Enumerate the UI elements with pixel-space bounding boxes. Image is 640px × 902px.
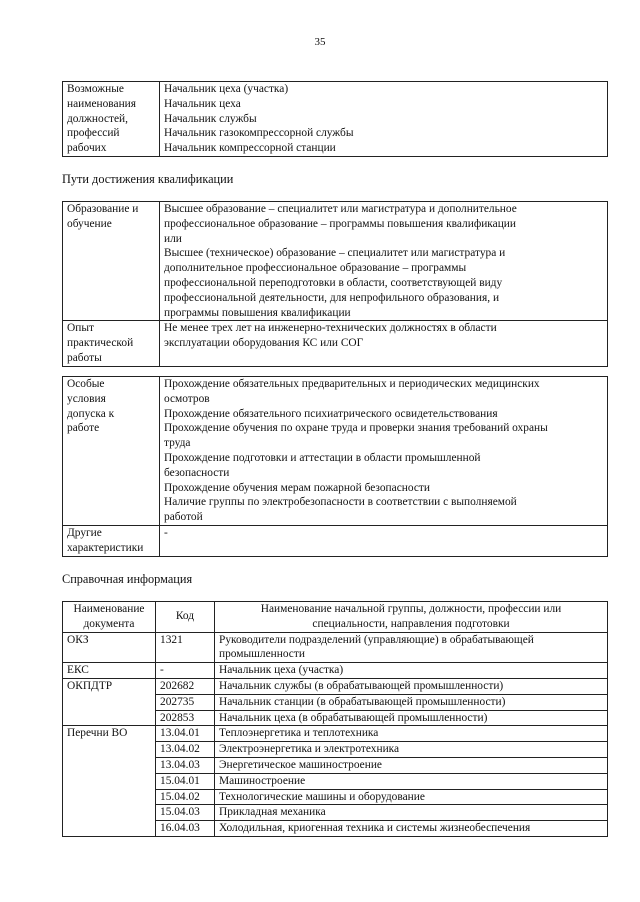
name-cell [215, 726, 608, 742]
code-cell: 202682 [156, 678, 215, 694]
positions-label [63, 82, 160, 157]
experience-label [63, 321, 160, 366]
name-cell [215, 710, 608, 726]
text-line: профессиональной переподготовки в области, соответствующей виду [164, 276, 503, 289]
text-line: Электроэнергетика и электротехника [219, 743, 400, 756]
name-cell [215, 773, 608, 789]
code-cell: - [156, 663, 215, 679]
table-row [63, 663, 608, 679]
qualification-table [62, 201, 608, 367]
text-line: Энергетическое машиностроение [219, 758, 382, 771]
table-header-row [63, 602, 608, 633]
other-characteristics-label [63, 525, 160, 556]
text-line: Начальник цеха (участка) [164, 83, 289, 95]
code-cell: 202853 [156, 710, 215, 726]
document-cell: ОКПДТР [63, 678, 156, 725]
text-line: Наименование начальной группы, должности, профессии или [260, 603, 562, 615]
text-line: безопасности [164, 466, 230, 479]
text-line: или [164, 232, 182, 245]
text-line: работе [67, 422, 100, 435]
table-row [63, 202, 608, 321]
text-line: Прохождение подготовки и аттестации в области промышленной [164, 451, 481, 464]
table-row [63, 321, 608, 366]
code-cell: 15.04.02 [156, 789, 215, 805]
text-line: рабочих [67, 142, 107, 155]
text-line: Наименование [73, 603, 145, 615]
name-cell [215, 757, 608, 773]
positions-table [62, 81, 608, 157]
text-line: Высшее образование – специалитет или магистратура и дополнительное [164, 203, 517, 215]
reference-table [62, 601, 608, 837]
code-cell: 13.04.02 [156, 742, 215, 758]
text-line: Опыт [67, 322, 94, 335]
text-line: Прохождение обучения по охране труда и проверки знания требований охраны [164, 422, 548, 435]
text-line: работы [67, 351, 102, 364]
section-title-reference: Справочная информация [62, 572, 193, 586]
name-cell [215, 821, 608, 837]
table-row [63, 377, 608, 526]
page-number: 35 [314, 36, 326, 48]
text-line: Начальник компрессорной станции [164, 142, 336, 155]
experience-value [160, 321, 608, 366]
document-cell: Перечни ВО [63, 726, 156, 837]
code-cell: 202735 [156, 694, 215, 710]
text-line: Прикладная механика [219, 806, 326, 819]
conditions-table [62, 376, 608, 557]
name-cell [215, 678, 608, 694]
text-line: Прохождение обязательного психиатрического освидетельствования [164, 407, 498, 420]
text-line: должностей, [67, 112, 129, 125]
reference-table-body [63, 632, 608, 836]
name-cell [215, 789, 608, 805]
text-line: Теплоэнергетика и теплотехника [219, 727, 379, 740]
text-line: Высшее (техническое) образование – специалитет или магистратура и [164, 247, 506, 260]
other-characteristics-value: - [160, 525, 608, 556]
table-row [63, 525, 608, 556]
text-line: Начальник службы (в обрабатывающей промышленности) [219, 679, 504, 692]
text-line: обучение [67, 217, 112, 230]
code-cell: 15.04.03 [156, 805, 215, 821]
table-row [63, 726, 608, 742]
education-value [160, 202, 608, 321]
table-row [63, 82, 608, 157]
code-cell: 13.04.03 [156, 757, 215, 773]
text-line: осмотров [164, 392, 210, 405]
code-cell: 1321 [156, 632, 215, 663]
text-line: Прохождение обучения мерам пожарной безопасности [164, 481, 430, 494]
text-line: допуска к [67, 407, 115, 420]
text-line: условия [67, 392, 106, 405]
text-line: профессиональное образование – программы повышения квалификации [164, 217, 516, 230]
header-name [215, 602, 608, 633]
text-line: практической [67, 337, 134, 350]
code-cell: 15.04.01 [156, 773, 215, 789]
special-conditions-label [63, 377, 160, 526]
text-line: профессий [67, 127, 120, 140]
code-cell: 16.04.03 [156, 821, 215, 837]
text-line: Образование и [67, 203, 139, 215]
text-line: наименования [67, 97, 137, 110]
text-line: Наличие группы по электробезопасности в соответствии с выполняемой [164, 496, 517, 509]
header-code: Код [156, 602, 215, 633]
name-cell [215, 663, 608, 679]
text-line: Начальник цеха (в обрабатывающей промышленности) [219, 711, 488, 724]
text-line: Не менее трех лет на инженерно-технических должностях в области [164, 322, 497, 335]
name-cell [215, 742, 608, 758]
text-line: Начальник цеха [164, 97, 241, 110]
text-line: Особые [67, 378, 105, 390]
text-line: эксплуатации оборудования КС или СОГ [164, 337, 364, 350]
text-line: промышленности [219, 648, 305, 661]
text-line: работой [164, 511, 203, 524]
special-conditions-value [160, 377, 608, 526]
text-line: документа [83, 617, 135, 630]
name-cell [215, 805, 608, 821]
document-cell: ОКЗ [63, 632, 156, 663]
document-cell: ЕКС [63, 663, 156, 679]
text-line: специальности, направления подготовки [312, 617, 510, 630]
text-line: Машиностроение [219, 774, 306, 787]
text-line: Холодильная, криогенная техника и системы жизнеобеспечения [219, 822, 531, 835]
text-line: Начальник газокомпрессорной службы [164, 127, 354, 140]
text-line: программы повышения квалификации [164, 306, 351, 319]
text-line: Начальник службы [164, 112, 257, 125]
table-row [63, 678, 608, 694]
text-line: Возможные [67, 83, 124, 95]
text-line: Руководители подразделений (управляющие) в обрабатывающей [219, 633, 534, 646]
text-line: Другие [67, 526, 102, 539]
section-title-qualification: Пути достижения квалификации [62, 172, 234, 186]
text-line: Начальник станции (в обрабатывающей промышленности) [219, 695, 506, 708]
table-row [63, 632, 608, 663]
name-cell [215, 632, 608, 663]
text-line: дополнительное профессиональное образование – программы [164, 262, 467, 275]
text-line: профессиональной деятельности, для непрофильного образования, и [164, 291, 500, 304]
text-line: Начальник цеха (участка) [219, 664, 344, 677]
name-cell [215, 694, 608, 710]
positions-list [160, 82, 608, 157]
code-cell: 13.04.01 [156, 726, 215, 742]
header-document [63, 602, 156, 633]
text-line: характеристики [67, 541, 144, 554]
text-line: Технологические машины и оборудование [219, 790, 425, 803]
text-line: Прохождение обязательных предварительных и периодических медицинских [164, 378, 540, 390]
text-line: труда [164, 437, 191, 450]
education-label [63, 202, 160, 321]
